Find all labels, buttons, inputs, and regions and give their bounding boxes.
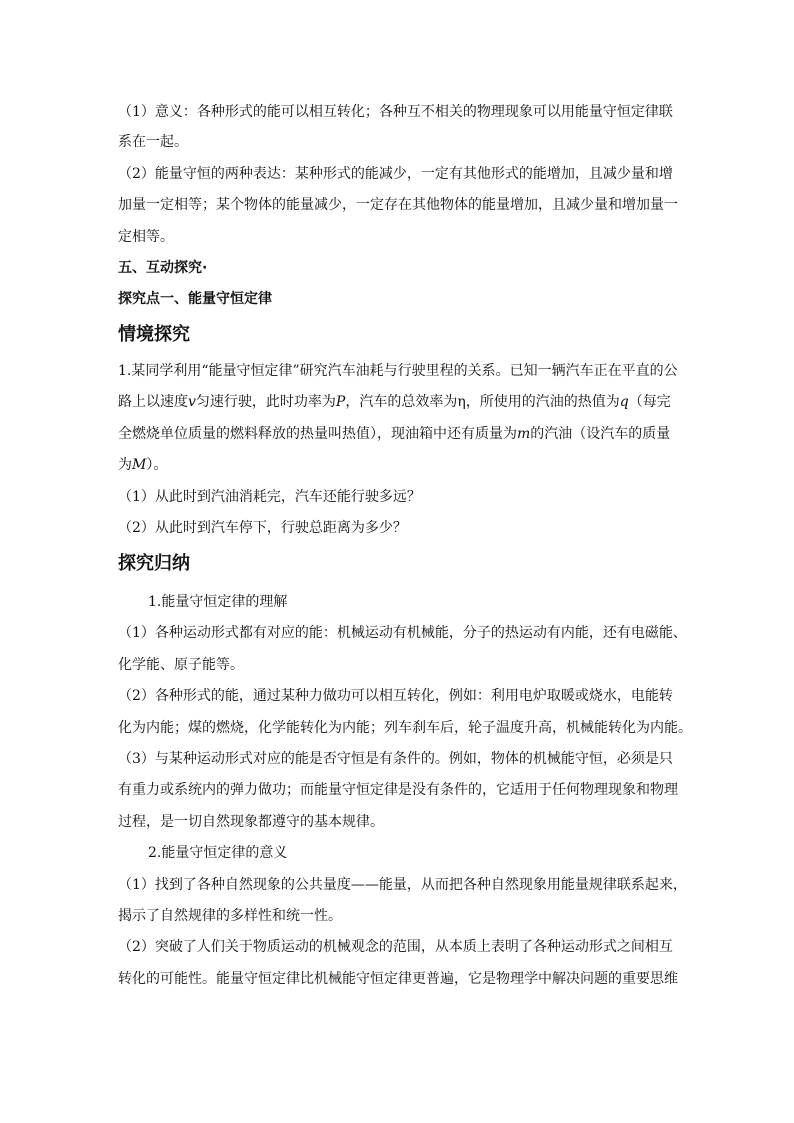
text-line: 2.能量守恒定律的意义 bbox=[148, 845, 288, 861]
text-line: （1）找到了各种自然现象的公共量度——能量，从而把各种自然现象用能量规律联系起来， bbox=[118, 877, 687, 893]
math-variable: q bbox=[619, 394, 629, 410]
text-line: 加量一定相等；某个物体的能量减少，一定存在其他物体的能量增加，且减少量和增加量一 bbox=[118, 197, 678, 213]
text-line: （1）各种运动形式都有对应的能：机械运动有机械能，分子的热运动有内能，还有电磁能、 bbox=[118, 625, 687, 641]
text-fragment: ，汽车的总效率为η，所使用的汽油的热值为 bbox=[345, 394, 620, 410]
section-heading: 五、互动探究· bbox=[118, 260, 208, 276]
text-fragment: 路上以速度 bbox=[118, 394, 188, 410]
text-line: （1）意义：各种形式的能可以相互转化；各种互不相关的物理现象可以用能量守恒定律联 bbox=[118, 104, 673, 120]
text-line: 系在一起。 bbox=[118, 134, 188, 150]
text-fragment: （每完 bbox=[628, 394, 671, 410]
text-line: 过程，是一切自然现象都遵守的基本规律。 bbox=[118, 814, 384, 830]
text-line: 转化的可能性。能量守恒定律比机械能守恒定律更普遍，它是物理学中解决问题的重要思维 bbox=[118, 971, 678, 987]
text-line bbox=[118, 455, 678, 475]
subsection-heading: 探究点一、能量守恒定律 bbox=[118, 291, 272, 307]
text-fragment: ）。 bbox=[146, 457, 168, 473]
text-line: 定相等。 bbox=[118, 229, 174, 245]
text-line bbox=[118, 424, 678, 444]
text-fragment: 全燃烧单位质量的燃料释放的热量叫热值），现油箱中还有质量为 bbox=[118, 426, 517, 442]
text-line: 揭示了自然规律的多样性和统一性。 bbox=[118, 908, 342, 924]
text-line: 化为内能；煤的燃烧，化学能转化为内能；列车刹车后，轮子温度升高，机械能转化为内能。 bbox=[118, 720, 692, 736]
text-line: （3）与某种运动形式对应的能是否守恒是有条件的。例如，物体的机械能守恒，必须是只 bbox=[118, 751, 673, 767]
text-line: （2）各种形式的能，通过某种力做功可以相互转化，例如：利用电炉取暖或烧水，电能转 bbox=[118, 688, 673, 704]
math-variable: m bbox=[517, 426, 531, 442]
math-variable: M bbox=[132, 457, 147, 473]
question-line: （2）从此时到汽车停下，行驶总距离为多少？ bbox=[118, 520, 407, 536]
text-line: 1.某同学利用“能量守恒定律”研究汽车油耗与行驶里程的关系。已知一辆汽车正在平直的公 bbox=[118, 363, 678, 379]
text-fragment: 匀速行驶，此时功率为 bbox=[195, 394, 336, 410]
text-fragment: 为 bbox=[118, 457, 132, 473]
question-line: （1）从此时到汽油消耗完，汽车还能行驶多远？ bbox=[118, 489, 421, 505]
text-line: 有重力或系统内的弹力做功；而能量守恒定律是没有条件的，它适用于任何物理现象和物理 bbox=[118, 782, 678, 798]
math-variable: P bbox=[335, 394, 346, 410]
text-line: 化学能、原子能等。 bbox=[118, 657, 244, 673]
math-variable: v bbox=[188, 394, 196, 410]
text-line: （2）能量守恒的两种表达：某种形式的能减少，一定有其他形式的能增加，且减少量和增 bbox=[118, 166, 673, 182]
heading-scenario: 情境探究 bbox=[118, 324, 190, 345]
text-fragment: 的汽油（设汽车的质量 bbox=[530, 426, 671, 442]
text-line: （2）突破了人们关于物质运动的机械观念的范围，从本质上表明了各种运动形式之间相互 bbox=[118, 939, 673, 955]
text-line bbox=[118, 392, 678, 412]
text-line: 1.能量守恒定律的理解 bbox=[148, 594, 288, 610]
heading-summary: 探究归纳 bbox=[118, 553, 190, 574]
